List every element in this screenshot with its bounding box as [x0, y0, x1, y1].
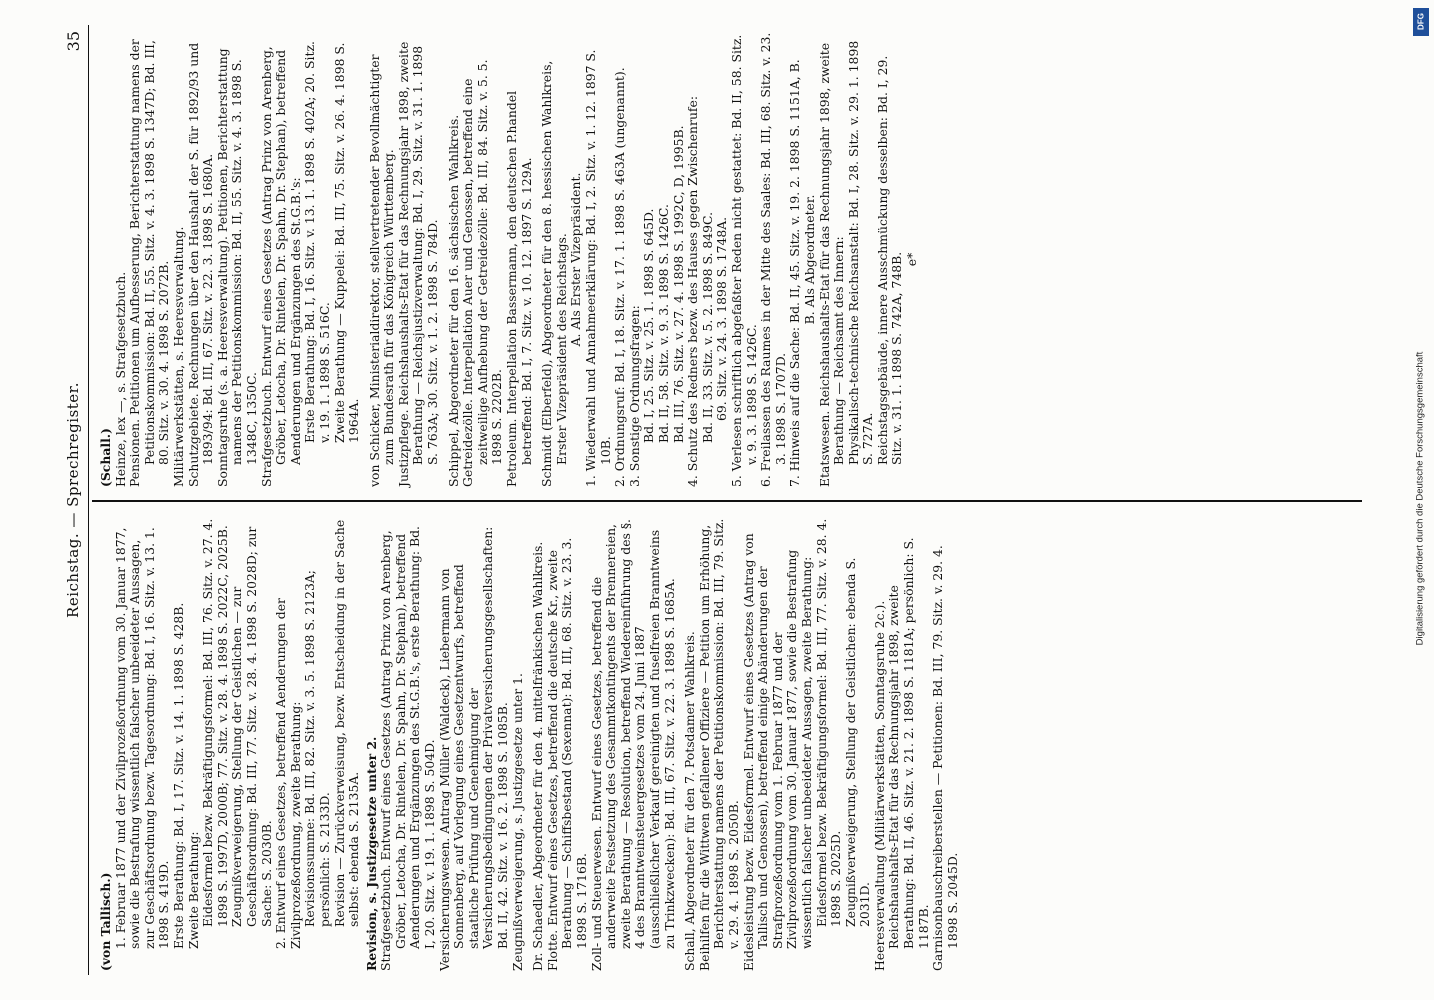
- index-entry: Versicherungswesen. Antrag Müller (Waldeck), Liebermann von Sonnenberg, auf Vorlegung eines Gesetzentwurfs, betreffend staatliche Prüfung und Genehmigung der Versicherungsbedingungen der Privatversicherungsgesellschaften: Bd. II, 42. Sitz. v. 16. 2. 1898 S. 1085B.: [436, 526, 511, 971]
- index-entry: Revision — Zurückverweisung, bezw. Entscheidung in der Sache selbst: ebenda S. 2135A.: [331, 519, 362, 927]
- index-entry: Heinze, lex —, s. Strafgesetzbuch.: [112, 271, 128, 487]
- index-entry: Zeugnißverweigerung, s. Justizgesetze unter 1.: [509, 673, 525, 971]
- right-column: [96, 32, 920, 487]
- index-entry: Beihilfen für die Wittwen gefallener Offiziere — Petition um Erhöhung, Berichterstattung namens der Petitionskommission: Bd. III, 79. Sitz. v. 29. 4. 1898 S. 2050B.: [696, 518, 741, 971]
- index-entry: (Schall.): [98, 428, 113, 487]
- index-entry: Physikalisch-technische Reichsanstalt: Bd. I, 28. Sitz. v. 29. 1. 1898 S. 727A.: [845, 40, 876, 465]
- index-entry: Etatswesen. Reichshaushalts-Etat für das Rechnungsjahr 1898, zweite Berathung — Reichsamt des Innern:: [816, 42, 847, 487]
- index-entry: 1. Wiederwahl und Annahmeerklärung: Bd. I, 2. Sitz. v. 1. 12. 1897 S. 10B.: [583, 49, 613, 487]
- index-entry: Bd. II, 33. Sitz. v. 5. 2. 1898 S. 849C.: [699, 211, 715, 443]
- running-title: Reichstag. — Sprechregister.: [64, 382, 82, 618]
- index-entry: A. Als Erster Vizepräsident.: [568, 172, 584, 347]
- index-entry: Eidesleistung bezw. Eidesformel. Entwurf eines Gesetzes (Antrag von Tallisch und Genossen), betreffend einige Abänderungen der Strafprozeßordnung vom 1. Februar 1877 und der Zivilprozeßordnung vom 30. Januar 1877, sowie die Bestrafung wissentlich falscher unbeeideter Aussagen, zweite Berathung:: [740, 533, 814, 971]
- index-entry: Sonntagsruhe (s. a. Heeresverwaltung). Petitionen, Berichterstattung namens der Petitionskommission: Bd. II, 55. Sitz. v. 4. 3. 1898 S. 1348C, 1350C.: [214, 48, 259, 487]
- index-entry: Schall, Abgeordneter für den 7. Potsdamer Wahlkreis.: [682, 631, 698, 971]
- header-rule: [88, 25, 89, 975]
- index-entry: Revision, s. Justizgesetze unter 2.: [363, 736, 379, 971]
- index-entry: 69. Sitz. v. 24. 3. 1898 S. 1748A.: [714, 216, 730, 421]
- index-entry: B. Als Abgeordneter.: [801, 194, 817, 325]
- index-entry: Dr. Schaedler, Abgeordneter für den 4. mittelfränkischen Wahlkreis.: [530, 541, 546, 971]
- index-entry: Revisionssumme: Bd. III, 82. Sitz. v. 3. 5. 1898 S. 2123A; persönlich: S. 2133D.: [302, 570, 332, 927]
- index-entry: e*: [904, 252, 920, 267]
- index-entry: Bd. III, 76. Sitz. v. 27. 4. 1898 S. 1992C, D, 1995B.: [670, 125, 686, 443]
- index-entry: Erste Berathung: Bd. I, 16. Sitz. v. 13. 1. 1898 S. 402A; 20. Sitz. v. 19. 1. 1898 S. 516C.: [302, 41, 332, 443]
- index-entry: 4. Schutz des Redners bezw. des Hauses gegen Zwischenrufe:: [685, 95, 701, 487]
- index-entry: Flotte. Entwurf eines Gesetzes, betreffend die deutsche Kr., zweite Berathung — Schiffsbestand (Sexennat): Bd. III, 68. Sitz. v. 23. 3. 1898 S. 1716B.: [544, 537, 589, 971]
- index-entry: (von Tallisch.): [98, 872, 113, 971]
- page-number: 35: [64, 31, 83, 52]
- index-entry: Zoll- und Steuerwesen. Entwurf eines Gesetzes, betreffend die anderweite Festsetzung des Gesammtkontingents der Brennereien, zweite Berathung — Resolution, betreffend Wiedereinführung des §. 4 des Branntweinsteuergesetzes vom 24. Juni 1887 (ausschließlicher Verkauf gereinigten und fuselfreien Branntweins zu Trinkzwecken): Bd. III, 67. Sitz. v. 22. 3. 1898 S. 1685A.: [588, 519, 677, 971]
- index-entry: Getreidezölle. Interpellation Auer und Genossen, betreffend eine zeitweilige Aufhebung der Getreidezölle: Bd. III, 84. Sitz. v. 5. 5. 1898 S. 2202B.: [460, 59, 505, 487]
- index-entry: 1. Februar 1877 und der Zivilprozeßordnung vom 30. Januar 1877, sowie die Bestrafung wissentlich falscher unbeeideter Aussagen, zur Geschäftsordnung bezw. Tagesordnung: Bd. I, 16. Sitz. v. 13. 1. 1898 S. 419D.: [112, 527, 172, 949]
- index-entry: Heeresverwaltung (Militärwerkstätten, Sonntagsruhe 2c.). Reichshaushalts-Etat für das Rechnungsjahr 1898, zweite Berathung: Bd. II, 46. Sitz. v. 21. 2. 1898 S. 1181A; persönlich: S. 1187B.: [871, 537, 931, 971]
- index-entry: Erste Berathung: Bd. I, 17. Sitz. v. 14. 1. 1898 S. 428B.: [170, 602, 186, 949]
- index-entry: Bd. II, 58. Sitz. v. 9. 3. 1898 S. 1426C.: [655, 204, 671, 443]
- index-entry: Zeugnißverweigerung, Stellung der Geistlichen: ebenda S. 2031D.: [842, 557, 873, 927]
- index-entry: Reichstagsgebäude, innere Ausschmückung desselben: Bd. I, 29. Sitz. v. 31. 1. 1898 S. 742A, 748B.: [874, 55, 905, 465]
- index-entry: Pensionen. Petitionen um Aufbesserung, Berichterstattung namens der Petitionskommission: Bd. II, 55. Sitz. v. 4. 3. 1898 S. 1347D; Bd. III, 80. Sitz. v. 30. 4. 1898 S. 2072B.: [127, 39, 172, 487]
- index-entry: 5. Verlesen schriftlich abgefaßter Reden nicht gestattet: Bd. II, 58. Sitz. v. 9. 3. 1898 S. 1426C.: [728, 34, 759, 487]
- scanned-page: Reichstag. — Sprechregister. 35 (von Tallisch.) 1. Februar 1877 und der Zivilprozeßordnung vom 30. Januar 1877, sowie die Bestrafung wissentlich falscher unbeeideter Aussagen, zur Geschäftsordnung bezw. Tagesordnung: Bd. I, 16. Sitz. v. 13. 1. 1898 S. 419D. Erste Berathung: Bd. I, 17. Sitz. v. 14. 1. 1898 S. 428B. Zweite Berathung: Eidesformel bezw. Bekräftigungsformel: Bd. III, 76. Sitz. v. 27. 4. 1898 S. 1997D, 2000B; 77. Sitz. v. 28. 4. 1898 S. 2022C, 2025B. Zeugnißverweigerung, Stellung der Geistlichen — zur Geschäftsordnung: Bd. III, 77. Sitz. v. 28. 4. 1898 S. 2028D; zur Sache: S. 2030B. 2. Entwurf eines Gesetzes, betreffend Aenderungen der Zivilprozeßordnung, zweite Berathung: Revisionssumme: Bd. III, 82. Sitz. v. 3. 5. 1898 S. 2123A; persönlich: S. 2133D. Revision — Zurückverweisung, bezw. Entscheidung in der Sache selbst: ebenda S. 2135A. Revision, s. Justizgesetze unter 2. Strafgesetzbuch. Entwurf eines Gesetzes (Antrag Prinz von Arenberg, Gröber, Letocha, Dr. Rintelen, Dr. Spahn, Dr. Stephan), betreffend Aenderungen und Ergänzungen des St.G.B.'s, erste Berathung: Bd. I, 20. Sitz. v. 19. 1. 1898 S. 504D. Versicherungswesen. Antrag Müller (Waldeck), Liebermann von Sonnenberg, auf Vorlegung eines Gesetzentwurfs, betreffend staatliche Prüfung und Genehmigung der Versicherungsbedingungen der Privatversicherungsgesellschaften: Bd. II, 42. Sitz. v. 16. 2. 1898 S. 1085B. Zeugnißverweigerung, s. Justizgesetze unter 1. Dr. Schaedler, Abgeordneter für den 4. mittelfränkischen Wahlkreis. Flotte. Entwurf eines Gesetzes, betreffend die deutsche Kr., zweite Berathung — Schiffsbestand (Sexennat): Bd. III, 68. Sitz. v. 23. 3. 1898 S. 1716B. Zoll- und Steuerwesen. Entwurf eines Gesetzes, betreffend die anderweite Festsetzung des Gesammtkontingents der Brennereien, zweite Berathung — Resolution, betreffend Wiedereinführung des §. 4 des Branntweinsteuergesetzes vom 24. Juni 1887 (ausschließlicher Verkauf gereinigten und fuselfreien Branntweins zu Trinkzwecken): Bd. III, 67. Sitz. v. 22. 3. 1898 S. 1685A. Schall, Abgeordneter für den 7. Potsdamer Wahlkreis. Beihilfen für die Wittwen gefallener Offiziere — Petition um Erhöhung, Berichterstattung namens der Petitionskommission: Bd. III, 79. Sitz. v. 29. 4. 1898 S. 2050B. Eidesleistung bezw. Eidesformel. Entwurf eines Gesetzes (Antrag von Tallisch und Genossen), betreffend einige Abänderungen der Strafprozeßordnung vom 1. Februar 1877 und der Zivilprozeßordnung vom 30. Januar 1877, sowie die Bestrafung wissentlich falscher unbeeideter Aussagen, zweite Berathung: Eidesformel bezw. Bekräftigungsformel: Bd. III, 77. Sitz. v. 28. 4. 1898 S. 2025D. Zeugnißverweigerung, Stellung der Geistlichen: ebenda S. 2031D. Heeresverwaltung (Militärwerkstätten, Sonntagsruhe 2c.). Reichshaushalts-Etat für das Rechnungsjahr 1898, zweite Berathung: Bd. II, 46. Sitz. v. 21. 2. 1898 S. 1181A; persönlich: S. 1187B. Garnisonbauschreiberstellen — Petitionen: Bd. III, 79. Sitz. v. 29. 4. 1898 S. 2045D. (Schall.) Heinze, lex —, s. Strafgesetzbuch. Pensionen. Petitionen um Aufbesserung, Berichterstattung namens der Petitionskommission: Bd. II, 55. Sitz. v. 4. 3. 1898 S. 1347D; Bd. III, 80. Sitz. v. 30. 4. 1898 S. 2072B. Militärwerkstätten, s. Heeresverwaltung. Schutzgebiete. Rechnungen über den Haushalt der S. für 1892/93 und 1893/94: Bd. III, 67. Sitz. v. 22. 3. 1898 S. 1680A. Sonntagsruhe (s. a. Heeresverwaltung). Petitionen, Berichterstattung namens der Petitionskommission: Bd. II, 55. Sitz. v. 4. 3. 1898 S. 1348C, 1350C. Strafgesetzbuch. Entwurf eines Gesetzes (Antrag Prinz von Arenberg, Gröber, Letocha, Dr. Rintelen, Dr. Spahn, Dr. Stephan), betreffend Aenderungen und Ergänzungen des St.G.B.'s: Erste Berathung: Bd. I, 16. Sitz. v. 13. 1. 1898 S. 402A; 20. Sitz. v. 19. 1. 1898 S. 516C. Zweite Berathung — Kuppelei: Bd. III, 75. Sitz. v. 26. 4. 1898 S. 1964A. von Schicker, Ministerialdirektor, stellvertretender Bevollmächtigter zum Bundesrath für das Königreich Württemberg. Justizpflege. Reichshaushalts-Etat für das Rechnungsjahr 1898, zweite Berathung — Reichsjustizverwaltung: Bd. I, 29. Sitz. v. 31. 1. 1898 S. 763A; 30. Sitz. v. 1. 2. 1898 S. 784D. Schippel, Abgeordneter für den 16. sächsischen Wahlkreis. Getreidezölle. Interpellation Auer und Genossen, betreffend eine zeitweilige Aufhebung der Getreidezölle: Bd. III, 84. Sitz. v. 5. 5. 1898 S. 2202B. Petroleum. Interpellation Bassermann, den deutschen P.handel betreffend: Bd. I, 7. Sitz. v. 10. 12. 1897 S. 129A. Schmidt (Elberfeld), Abgeordneter für den 8. hessischen Wahlkreis, Erster Vizepräsident des Reichstags. A. Als Erster Vizepräsident. 1. Wiederwahl und Annahmeerklärung: Bd. I, 2. Sitz. v. 1. 12. 1897 S. 10B. 2. Ordnungsruf: Bd. I, 18. Sitz. v. 17. 1. 1898 S. 463A (ungenannt). 3. Sonstige Ordnungsfragen: Bd. I, 25. Sitz. v. 25. 1. 1898 S. 645D. Bd. II, 58. Sitz. v. 9. 3. 1898 S. 1426C. Bd. III, 76. Sitz. v. 27. 4. 1898 S. 1992C, D, 1995B. 4. Schutz des Redners bezw. des Hauses gegen Zwischenrufe: Bd. II, 33. Sitz. v. 5. 2. 1898 S. 849C. 69. Sitz. v. 24. 3. 1898 S. 1748A. 5. Verlesen schriftlich abgefaßter Reden nicht gestattet: Bd. II, 58. Sitz. v. 9. 3. 1898 S. 1426C. 6. Freilassen des Raumes in der Mitte des Saales: Bd. III, 68. Sitz. v. 23. 3. 1898 S. 1707D. 7. Hinweis auf die Sache: Bd. II, 45. Sitz. v. 19. 2. 1898 S. 1151A, B. B. Als Abgeordneter. Etatswesen. Reichshaushalts-Etat für das Rechnungsjahr 1898, zweite Berathung — Reichsamt des Innern: Physikalisch-technische Reichsanstalt: Bd. I, 28. Sitz. v. 29. 1. 1898 S. 727A. Reichstagsgebäude, innere Ausschmückung desselben: Bd. I, 29. Sitz. v. 31. 1. 1898 S. 742A, 748B. e* DFG Digitalisierung gefördert durch die Deutsche Forschungsgemeinschaft: [0, 0, 1434, 1000]
- page-header: [62, 25, 88, 975]
- index-entry: Strafgesetzbuch. Entwurf eines Gesetzes (Antrag Prinz von Arenberg, Gröber, Letocha, Dr. Rintelen, Dr. Spahn, Dr. Stephan), betreffend Aenderungen und Ergänzungen des St.G.B.'s, erste Berathung: Bd. I, 20. Sitz. v. 19. 1. 1898 S. 504D.: [378, 526, 438, 971]
- column-divider: [92, 501, 1362, 503]
- index-entry: von Schicker, Ministerialdirektor, stellvertretender Bevollmächtigter zum Bundesrath für das Königreich Württemberg.: [366, 54, 397, 487]
- index-entry: Petroleum. Interpellation Bassermann, den deutschen P.handel betreffend: Bd. I, 7. Sitz. v. 10. 12. 1897 S. 129A.: [504, 90, 534, 487]
- dfg-logo: DFG: [1413, 8, 1429, 36]
- index-entry: 2. Entwurf eines Gesetzes, betreffend Aenderungen der Zivilprozeßordnung, zweite Berathung:: [273, 598, 303, 949]
- index-entry: Schippel, Abgeordneter für den 16. sächsischen Wahlkreis.: [445, 114, 461, 487]
- index-entry: Schmidt (Elberfeld), Abgeordneter für den 8. hessischen Wahlkreis, Erster Vizepräsident des Reichstags.: [539, 60, 569, 487]
- index-entry: Strafgesetzbuch. Entwurf eines Gesetzes (Antrag Prinz von Arenberg, Gröber, Letocha, Dr. Rintelen, Dr. Spahn, Dr. Stephan), betreffend Aenderungen und Ergänzungen des St.G.B.'s:: [258, 46, 303, 487]
- index-entry: 6. Freilassen des Raumes in der Mitte des Saales: Bd. III, 68. Sitz. v. 23. 3. 1898 S. 1707D.: [758, 32, 788, 487]
- index-entry: Zweite Berathung — Kuppelei: Bd. III, 75. Sitz. v. 26. 4. 1898 S. 1964A.: [331, 42, 362, 443]
- index-entry: Eidesformel bezw. Bekräftigungsformel: Bd. III, 77. Sitz. v. 28. 4. 1898 S. 2025D.: [813, 518, 844, 927]
- index-entry: 3. Sonstige Ordnungsfragen:: [626, 305, 642, 487]
- rotated-page: [62, 25, 1362, 975]
- index-entry: Eidesformel bezw. Bekräftigungsformel: Bd. III, 76. Sitz. v. 27. 4. 1898 S. 1997D, 2000B; 77. Sitz. v. 28. 4. 1898 S. 2022C, 2025B.: [200, 518, 230, 927]
- index-entry: Militärwerkstätten, s. Heeresverwaltung.: [170, 226, 186, 487]
- index-entry: 7. Hinweis auf die Sache: Bd. II, 45. Sitz. v. 19. 2. 1898 S. 1151A, B.: [787, 59, 803, 487]
- index-entry: 2. Ordnungsruf: Bd. I, 18. Sitz. v. 17. 1. 1898 S. 463A (ungenannt).: [612, 67, 628, 487]
- index-entry: Zweite Berathung:: [185, 831, 201, 949]
- index-entry: Justizpflege. Reichshaushalts-Etat für das Rechnungsjahr 1898, zweite Berathung — Reichsjustizverwaltung: Bd. I, 29. Sitz. v. 31. 1. 1898 S. 763A; 30. Sitz. v. 1. 2. 1898 S. 784D.: [395, 41, 441, 487]
- left-column: [96, 516, 960, 971]
- index-entry: Bd. I, 25. Sitz. v. 25. 1. 1898 S. 645D.: [641, 208, 657, 443]
- index-entry: Zeugnißverweigerung, Stellung der Geistlichen — zur Geschäftsordnung: Bd. III, 77. Sitz. v. 28. 4. 1898 S. 2028D; zur Sache: S. 2030B.: [229, 526, 274, 927]
- index-entry: Garnisonbauschreiberstellen — Petitionen: Bd. III, 79. Sitz. v. 29. 4. 1898 S. 2045D.: [930, 545, 960, 971]
- index-entry: Schutzgebiete. Rechnungen über den Haushalt der S. für 1892/93 und 1893/94: Bd. III, 67. Sitz. v. 22. 3. 1898 S. 1680A.: [185, 42, 216, 487]
